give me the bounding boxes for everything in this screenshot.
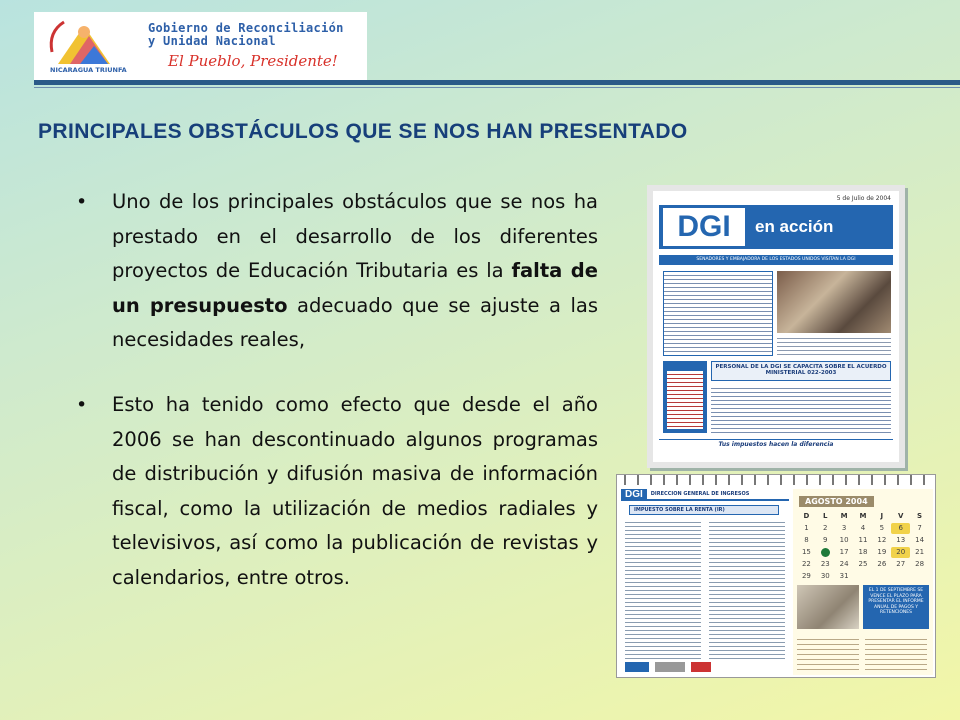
calendar-day: 31 [839,572,849,580]
calendar-day: 5 [879,524,885,532]
calendar-day: 2 [823,524,828,532]
calendar-day: 1 [804,524,809,532]
calendar-binding-rings [617,475,935,485]
calendar-day-marker-icon [821,548,830,557]
newsletter-photo-caption [777,335,891,355]
calendar-day: 13 [896,536,906,544]
government-emblem-icon [34,12,144,80]
bullet-dot-icon: • [76,393,88,416]
calendar-day: 28 [915,560,925,568]
calendar-day: 17 [839,548,849,556]
logo-slogan: El Pueblo, Presidente! [168,52,338,70]
calendar-day: 21 [915,548,925,556]
calendar-dgi-logo: DGI [621,489,647,500]
bullet-1-text-start: Uno de los principales obstáculos que se nos ha prestado en el desarrollo de los diferentes proyectos de Educación Tributaria es la [112,190,598,283]
calendar-header [621,489,789,501]
calendar-day [816,547,835,558]
header-divider-thin [34,87,960,88]
newsletter-banner [659,205,893,249]
government-logo [34,12,367,80]
newsletter-title: en acción [755,217,834,236]
bullet-list [76,185,598,626]
newsletter-article-text [663,271,773,356]
newsletter-page [653,191,899,462]
newsletter-headline-2: PERSONAL DE LA DGI SE CAPACITA SOBRE EL ACUERDO MINISTERIAL 022-2003 [711,361,891,381]
calendar-weekday: M [859,512,867,520]
calendar-info-text [625,519,785,659]
bullet-item-discontinued [76,388,598,596]
newsletter-date: 5 de Julio de 2004 [836,195,891,202]
calendar-day: 26 [877,560,887,568]
calendar-day: 24 [839,560,849,568]
calendar-subtitle: IMPUESTO SOBRE LA RENTA (IR) [629,505,779,515]
bullet-item-budget [76,185,598,358]
calendar-weekday: V [898,512,904,520]
calendar-sponsor-logos [625,661,785,673]
newsletter-article-text-2 [711,385,891,433]
newsletter-footer: Tus impuestos hacen la diferencia [659,439,893,449]
calendar-weekday: S [917,512,923,520]
calendar-day: 6 [891,523,910,534]
bullet-1-text-end: adecuado que se ajuste a las necesidades reales, [112,293,599,352]
bullet-1-emphasis: falta de un presupuesto [112,259,598,317]
calendar-day: 9 [823,536,828,544]
bullet-2-text: Esto ha tenido como efecto que desde el año 2006 se han descontinuado algunos programas de distribución y difusión masiva de información fiscal, como la utilización de medios radiales y televisivos, así como la publicación de revistas y calendarios, entre otros. [112,392,598,589]
newsletter-sidebar-text [667,371,703,429]
calendar-day: 29 [801,572,811,580]
emblem-caption: NICARAGUA TRIUNFA [50,66,127,74]
logo-line-1: Gobierno de Reconciliación [148,21,344,35]
header-divider [34,80,960,85]
newsletter-photo [777,271,891,333]
sponsor-logo-government [655,662,685,672]
bullet-dot-icon: • [76,191,88,213]
calendar-weekday: D [803,512,810,520]
calendar-weekday: M [840,512,848,520]
calendar-day: 4 [860,524,866,532]
calendar-month-panel [793,489,933,675]
calendar-day: 18 [858,548,868,556]
calendar-day: 3 [841,524,847,532]
calendar-month-label: AGOSTO 2004 [799,496,874,507]
calendar-info-panel [621,489,789,675]
calendar-org-name: DIRECCION GENERAL DE INGRESOS [650,491,750,497]
slide-title: PRINCIPALES OBSTÁCULOS QUE SE NOS HAN PRESENTADO [38,120,688,143]
calendar-day: 15 [801,548,811,556]
calendar-day: 14 [915,536,925,544]
calendar-day: 11 [858,536,868,544]
calendar-day: 25 [858,560,868,568]
calendar-day: 23 [820,560,830,568]
newsletter-image [647,185,905,468]
calendar-weekday: J [880,512,884,520]
sponsor-logo-dgi [625,662,649,672]
newsletter-headline-1: SENADORES Y EMBAJADORA DE LOS ESTADOS UNIDOS VISITAN LA DGI [659,255,893,265]
calendar-day: 19 [877,548,887,556]
calendar-photo [797,585,859,629]
calendar-day: 12 [877,536,887,544]
logo-text-block [144,22,344,70]
calendar-day: 27 [896,560,906,568]
calendar-day: 22 [801,560,811,568]
logo-line-2: y Unidad Nacional [148,34,276,48]
calendar-day: 10 [839,536,849,544]
calendar-day: 8 [804,536,809,544]
calendar-day-grid [797,511,929,582]
calendar-deadline-note: EL 1 DE SEPTIEMBRE SE VENCE EL PLAZO PARA PRESENTAR EL INFORME ANUAL DE PAGOS Y RETENCIONES [863,585,929,629]
calendar-image [616,474,936,678]
calendar-mini-month-september [865,635,927,671]
calendar-mini-month-july [797,635,859,671]
calendar-day: 20 [891,547,910,558]
calendar-day: 30 [820,572,830,580]
calendar-weekday: L [823,512,828,520]
newsletter-dgi-logo: DGI [663,208,745,246]
calendar-day: 7 [917,524,922,532]
sponsor-logo-japan [691,662,711,672]
